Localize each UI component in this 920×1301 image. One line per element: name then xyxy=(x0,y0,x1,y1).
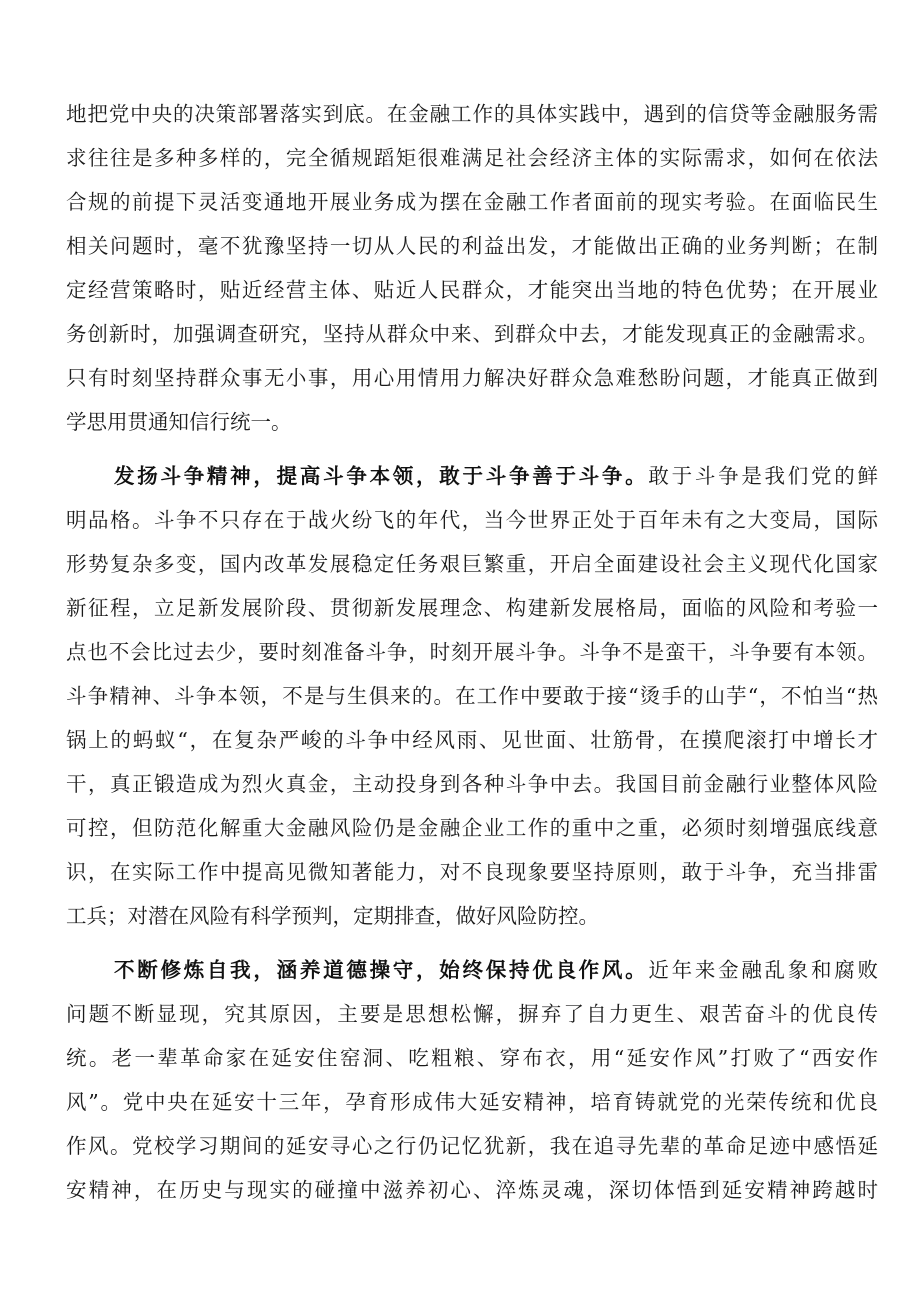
text-line xyxy=(66,948,878,992)
paragraph-heading: 发扬斗争精神，提高斗争本领，敢于斗争善于斗争。 xyxy=(114,464,649,488)
text-line: 相关问题时，毫不犹豫坚持一切从人民的利益出发，才能做出正确的业务判断；在制 xyxy=(66,234,878,258)
paragraph-heading: 不断修炼自我，涵养道德操守，始终保持优良作风。 xyxy=(114,958,649,982)
text-line: 可控，但防范化解重大金融风险仍是金融企业工作的重中之重，必须时刻增强底线意 xyxy=(66,816,878,840)
text-line: 只有时刻坚持群众事无小事，用心用情用力解决好群众急难愁盼问题，才能真正做到 xyxy=(66,366,878,390)
text-line xyxy=(66,454,878,498)
text-line: 学思用贯通知信行统一。 xyxy=(66,410,292,434)
text-line: 形势复杂多变，国内改革发展稳定任务艰巨繁重，开启全面建设社会主义现代化国家 xyxy=(66,552,878,576)
text-line: 斗争精神、斗争本领，不是与生俱来的。在工作中要敢于接“烫手的山芋“，不怕当“热 xyxy=(66,684,878,708)
text-line: 安精神，在历史与现实的碰撞中滋养初心、淬炼灵魂，深切体悟到延安精神跨越时 xyxy=(66,1178,878,1202)
text-line: 地把党中央的决策部署落实到底。在金融工作的具体实践中，遇到的信贷等金融服务需 xyxy=(66,102,878,126)
paragraph-text: 敢于斗争是我们党的鲜 xyxy=(648,464,878,488)
text-line: 明品格。斗争不只存在于战火纷飞的年代，当今世界正处于百年未有之大变局，国际 xyxy=(66,508,878,532)
paragraph-1 xyxy=(66,92,878,444)
paragraph-2 xyxy=(66,454,878,938)
text-line: 风”。党中央在延安十三年，孕育形成伟大延安精神，培育铸就党的光荣传统和优良 xyxy=(66,1090,878,1114)
paragraph-3 xyxy=(66,948,878,1212)
text-line: 务创新时，加强调查研究，坚持从群众中来、到群众中去，才能发现真正的金融需求。 xyxy=(66,322,878,346)
document-body xyxy=(66,92,878,1212)
text-line: 新征程，立足新发展阶段、贯彻新发展理念、构建新发展格局，面临的风险和考验一 xyxy=(66,596,878,620)
text-line: 定经营策略时，贴近经营主体、贴近人民群众，才能突出当地的特色优势；在开展业 xyxy=(66,278,878,302)
text-line: 作风。党校学习期间的延安寻心之行仍记忆犹新，我在追寻先辈的革命足迹中感悟延 xyxy=(66,1134,878,1158)
paragraph-text: 近年来金融乱象和腐败 xyxy=(648,958,878,982)
text-line: 问题不断显现，究其原因，主要是思想松懈，摒弃了自力更生、艰苦奋斗的优良传 xyxy=(66,1002,878,1026)
text-line: 锅上的蚂蚁“，在复杂严峻的斗争中经风雨、见世面、壮筋骨，在摸爬滚打中增长才 xyxy=(66,728,878,752)
text-line: 识，在实际工作中提高见微知著能力，对不良现象要坚持原则，敢于斗争，充当排雷 xyxy=(66,860,878,884)
text-line: 求往往是多种多样的，完全循规蹈矩很难满足社会经济主体的实际需求，如何在依法 xyxy=(66,146,878,170)
text-line: 合规的前提下灵活变通地开展业务成为摆在金融工作者面前的现实考验。在面临民生 xyxy=(66,190,878,214)
text-line: 点也不会比过去少，要时刻准备斗争，时刻开展斗争。斗争不是蛮干，斗争要有本领。 xyxy=(66,640,878,664)
text-line: 统。老一辈革命家在延安住窑洞、吃粗粮、穿布衣，用“延安作风”打败了“西安作 xyxy=(66,1046,878,1070)
text-line: 工兵；对潜在风险有科学预判，定期排查，做好风险防控。 xyxy=(66,904,599,928)
text-line: 干，真正锻造成为烈火真金，主动投身到各种斗争中去。我国目前金融行业整体风险 xyxy=(66,772,878,796)
